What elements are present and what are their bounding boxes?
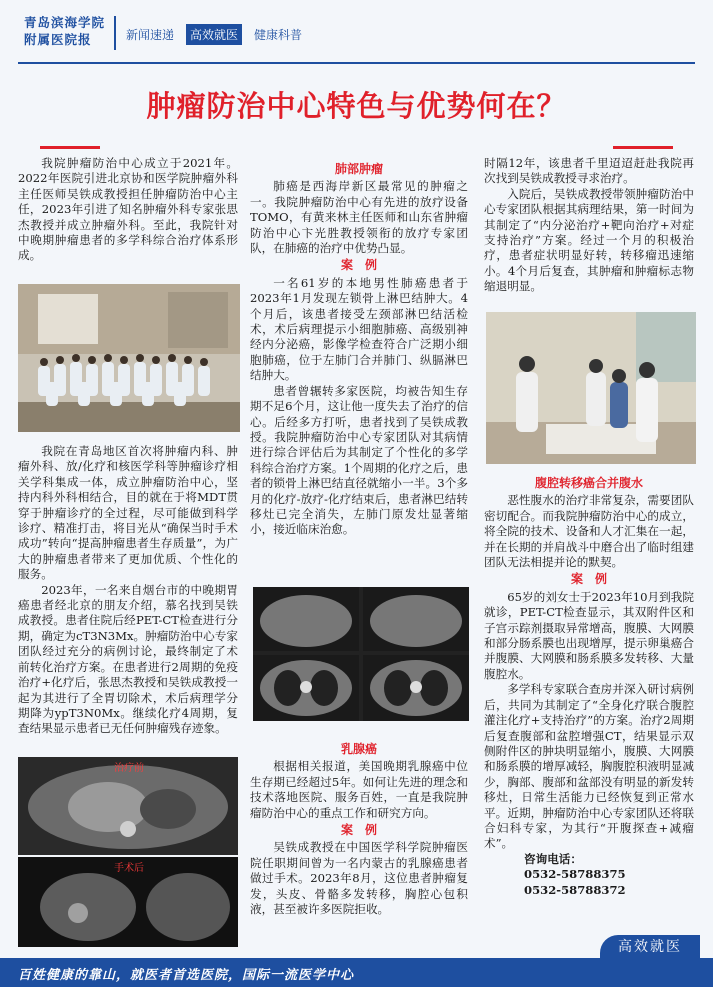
page-title: 肿瘤防治中心特色与优势何在？ (146, 89, 567, 123)
nav-health[interactable]: 健康科普 (254, 28, 303, 42)
column-3-lower (484, 474, 694, 898)
header-rule (18, 62, 695, 64)
col3-paragraph: 入院后，吴铁成教授带领肿瘤防治中心专家团队根据其病理结果，第一时间为其制定了“内分泌治疗+靶向治疗+对症支持治疗”方案。经过一个月的积极治疗，患者症状明显好转，转移瘤迅速缩小。4个月后复查，其肿瘤和肿瘤标志物缩退明显。 (484, 186, 694, 294)
ct-label-after: 手术后 (114, 863, 144, 874)
col3-paragraph: 65岁的刘女士于2023年10月到我院就诊，PET-CT检查显示，其双附件区和子宫示踪剂摄取异常增高，腹膜、大网膜和部分肠系膜也出现增厚，提示卵巢癌合并腹膜、大网膜和肠系膜多发转移、大量腹腔水。 (484, 589, 694, 681)
lung-ct-images (253, 587, 469, 721)
col1-paragraph: 我院肿瘤防治中心成立于2021年。2022年医院引进北京协和医学院肿瘤外科主任医师吴铁成教授担任肿瘤防治中心主任，2023年引进了知名肿瘤外科专家张思杰教授并成立肿瘤外科。至此，我院针对中晚期肿瘤患者的多学科综合治疗体系形成。 (18, 156, 238, 263)
section-nav (122, 24, 306, 45)
section-heading-breast: 乳腺癌 (340, 742, 377, 756)
case-heading: 案 例 (570, 572, 607, 587)
column-3 (484, 156, 694, 295)
column-2-lower (250, 740, 468, 917)
brand-divider (114, 16, 116, 50)
contact-title: 咨询电话： (524, 851, 582, 866)
team-photo (18, 284, 240, 432)
section-heading-ascites: 腹腔转移癌合并腹水 (534, 476, 643, 490)
column-1 (18, 156, 238, 264)
nav-active-section[interactable]: 高效就医 (186, 24, 242, 45)
ward-photo (486, 312, 696, 464)
brand-line2: 附属医院报 (24, 32, 92, 47)
case-heading: 案 例 (340, 258, 377, 273)
lung-ct-scans (253, 587, 469, 721)
footer-section-badge: 高效就医 (600, 935, 700, 959)
newspaper-brand (24, 14, 108, 48)
col2-paragraph: 一名61岁的本地男性肺癌患者于2023年1月发现左锁骨上淋巴结肿大。4个月后，该患者接受左颈部淋巴结活检术，术后病理提示小细胞肺癌、高级别神经内分泌癌，影像学检查符合广泛期小细胞肺癌，位于左肺门合并肺门、纵膈淋巴结肿大。 (250, 275, 468, 383)
ct-label-before: 治疗前 (114, 763, 144, 774)
col1-paragraph: 我院在青岛地区首次将肿瘤内科、肿瘤外科、放/化疗和核医学科等肿瘤诊疗相关学科集成一体，成立肿瘤防治中心，坚持内科外科相结合，目的就在于将MDT贯穿于肿瘤诊疗的全过程，尽可能做到科学诊疗、精准打击，将目光从“确保当时手术成功”转向“提高肿瘤患者生存质量”，为广大的肿瘤患者带来了更加优质、个性化的服务。 (18, 444, 238, 582)
column-1-lower (18, 444, 238, 737)
col1-paragraph: 2023年，一名来自烟台市的中晚期胃癌患者经北京的朋友介绍，慕名找到吴铁成教授。患者住院后经PET-CT检查进行分期，确定为cT3N3Mx。肿瘤防治中心专家团队经过充分的病例讨论，最终制定了术前转化治疗方案。在患者进行2周期的免疫治疗+化疗后，张思杰教授和吴铁成教授一起为其进行了全胃切除术，术后病理学分期降为ypT3N0Mx。继续化疗4周期，复查结果显示患者已无任何肿瘤残存迹象。 (18, 582, 238, 736)
contact-phone[interactable]: 0532-58788375 (524, 867, 626, 882)
ward-photo-image (486, 312, 696, 464)
title-rule-left (40, 146, 100, 149)
case-heading: 案 例 (340, 823, 377, 838)
section-heading-lung: 肺部肿瘤 (334, 162, 383, 176)
footer-slogan: 百姓健康的靠山，就医者首选医院，国际一流医学中心 (18, 968, 355, 983)
ct-scan-before (18, 757, 238, 855)
col2-paragraph: 根据相关报道，美国晚期乳腺癌中位生存期已经超过5年。如何让先进的理念和技术落地医院、服务百姓，一直是我院肿瘤防治中心的重点工作和研究方向。 (250, 759, 468, 820)
nav-news[interactable]: 新闻速递 (126, 28, 175, 42)
col2-paragraph: 患者曾辗转多家医院，均被告知生存期不足6个月，这让他一度失去了治疗的信心。后经多方打听，患者找到了吴铁成教授。我院肿瘤防治中心专家团队对其病情进行综合评估后为其制定了个性化的多学科综合治疗方案。1个周期的化疗之后，患者的锁骨上淋巴结直径就缩小一半。3个多月的化疗-放疗-化疗结束后，患者淋巴结转移灶已完全消失，左肺门原发灶显著缩小，接近临床治愈。 (250, 383, 468, 537)
title-rule-right (613, 146, 673, 149)
col3-paragraph: 时隔12年，该患者千里迢迢赶赴我院再次找到吴铁成教授寻求治疗。 (484, 156, 694, 186)
team-photo-image (18, 284, 240, 432)
col2-paragraph: 肺癌是西海岸新区最常见的肿瘤之一。我院肿瘤防治中心有先进的放疗设备TOMO，有黄来林主任医师和山东省肿瘤防治中心卞光胜教授领衔的放疗专家团队，在肺癌的治疗中优势凸显。 (250, 179, 468, 256)
brand-line1: 青岛滨海学院 (24, 15, 106, 30)
col2-paragraph: 吴铁成教授在中国医学科学院肿瘤医院任职期间曾为一名内蒙古的乳腺癌患者做过手术。2023年8月，这位患者肿瘤复发，头皮、骨骼多发转移，胸腔心包积液，甚至被许多医院拒收。 (250, 840, 468, 917)
contact-phone[interactable]: 0532-58788372 (524, 882, 626, 897)
masthead (0, 0, 713, 62)
ct-scan-after (18, 857, 238, 947)
column-2 (250, 160, 468, 538)
col3-paragraph: 多学科专家联合查房并深入研讨病例后，共同为其制定了“全身化疗联合腹腔灌注化疗+支持治疗”的方案。治疗2周期后复查腹部和盆腔增强CT，结果显示双侧附件区的肿块明显缩小，腹膜、大网膜和肠系膜的增厚减轻，胸腹腔积液明显减少，胸部、腹部和盆部没有明显的新发转移灶，日常生活能力已经恢复到正常水平。近期，肿瘤防治中心专家团队还将联合妇科专家，为其行“开腹探查+减瘤术”。 (484, 682, 694, 851)
col3-paragraph: 恶性腹水的治疗非常复杂，需要团队密切配合。而我院肿瘤防治中心的成立，将全院的技术、设备和人才汇集在一起，并在长期的并肩战斗中磨合出了临时组建团队无法相提并论的默契。 (484, 493, 694, 570)
